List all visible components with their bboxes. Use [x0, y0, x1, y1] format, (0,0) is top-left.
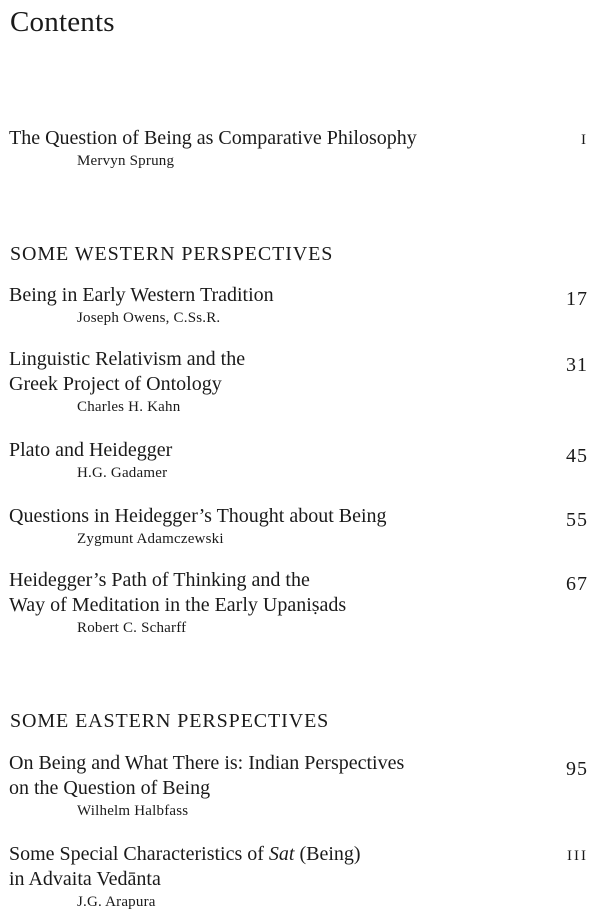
entry-author: Joseph Owens, C.Ss.R. [77, 310, 221, 326]
toc-entry [9, 504, 588, 549]
entry-author: Zygmunt Adamczewski [77, 531, 224, 547]
entry-page-number: 31 [566, 354, 588, 376]
entry-author: J.G. Arapura [77, 894, 156, 910]
entry-title: Heidegger’s Path of Thinking and the [9, 569, 310, 591]
entry-title: On Being and What There is: Indian Perspectives [9, 752, 405, 774]
toc-entry [9, 347, 588, 417]
entry-title: The Question of Being as Comparative Philosophy [9, 127, 417, 149]
entry-author: Wilhelm Halbfass [77, 803, 189, 819]
entry-title: Being in Early Western Tradition [9, 284, 274, 306]
section-heading-eastern: SOME EASTERN PERSPECTIVES [10, 710, 330, 732]
entry-title-continued: Greek Project of Ontology [9, 373, 222, 395]
entry-author: Mervyn Sprung [77, 153, 175, 169]
entry-title-continued: Way of Meditation in the Early Upaniṣads [9, 594, 347, 616]
entry-author: Robert C. Scharff [77, 620, 187, 636]
toc-entry [9, 568, 588, 638]
entry-title: Plato and Heidegger [9, 439, 173, 461]
toc-entry [9, 751, 588, 821]
entry-title: Some Special Characteristics of Sat (Being) [9, 843, 361, 865]
entry-page-number: III [567, 848, 588, 864]
toc-entry [9, 842, 588, 912]
entry-title-continued: in Advaita Vedānta [9, 868, 161, 890]
section-heading-western: SOME WESTERN PERSPECTIVES [10, 243, 334, 265]
entry-page-number: 95 [566, 758, 588, 780]
page-title: Contents [10, 6, 115, 38]
entry-page-number: 67 [566, 573, 588, 595]
toc-entry-intro [9, 126, 588, 171]
entry-author: H.G. Gadamer [77, 465, 168, 481]
entry-page-number: 45 [566, 445, 588, 467]
entry-author: Charles H. Kahn [77, 399, 181, 415]
toc-entry [9, 438, 588, 483]
entry-page-number: 55 [566, 509, 588, 531]
entry-title: Linguistic Relativism and the [9, 348, 246, 370]
entry-title: Questions in Heidegger’s Thought about Being [9, 505, 387, 527]
toc-entry [9, 283, 588, 328]
entry-page-number: I [581, 132, 588, 148]
entry-page-number: 17 [566, 288, 588, 310]
entry-title-continued: on the Question of Being [9, 777, 211, 799]
